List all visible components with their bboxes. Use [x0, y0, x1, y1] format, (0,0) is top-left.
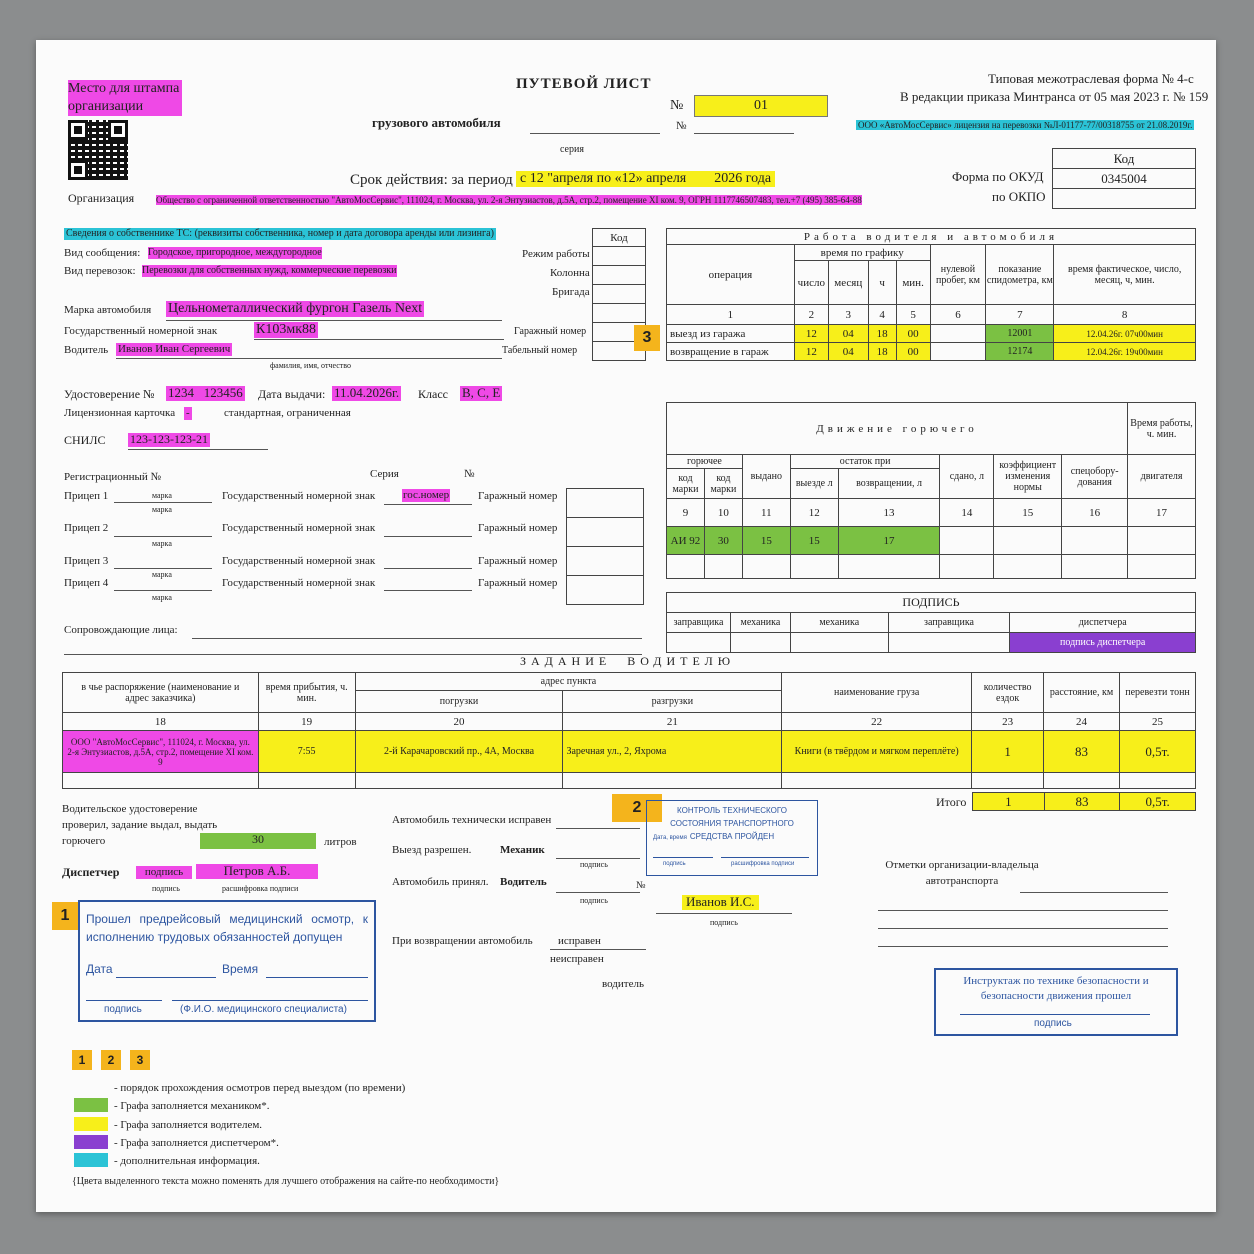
code-header: Код	[1053, 149, 1196, 169]
owner-marks-label: Отметки организации-владельца автотранспорта	[885, 859, 1039, 887]
brand-value[interactable]: Цельнометаллический фургон Газель Next	[168, 301, 423, 316]
col-trips: количество ездок	[972, 673, 1044, 713]
trailer-garage-table	[566, 488, 644, 605]
card-types: стандартная, ограниченная	[224, 407, 351, 419]
owner-marks-line	[878, 946, 1168, 947]
return-notok: неисправен	[550, 953, 604, 965]
snils-label: СНИЛС	[64, 433, 106, 447]
col-num: 10	[704, 499, 742, 527]
table-row	[667, 325, 1196, 343]
brand-label: Марка автомобиля	[64, 304, 152, 316]
total-distance[interactable]: 83	[1044, 793, 1120, 811]
mechanic-label: Механик	[500, 844, 545, 856]
accompanying-line	[192, 638, 642, 639]
form-type: Типовая межотраслевая форма № 4-с	[988, 71, 1194, 86]
total-tons[interactable]: 0,5т.	[1120, 793, 1196, 811]
empty-code[interactable]	[593, 304, 646, 323]
col-num: 18	[63, 713, 259, 731]
cell-min[interactable]: 00	[896, 343, 930, 361]
cert-label: Удостоверение №	[64, 387, 155, 401]
col-hour: ч	[868, 261, 896, 305]
cell-zero[interactable]	[930, 325, 986, 343]
cell-unloading[interactable]: Заречная ул., 2, Яхрома	[563, 731, 782, 773]
dispatcher-signature[interactable]: подпись диспетчера	[1010, 633, 1196, 653]
table-row	[63, 731, 1196, 773]
col-tons: перевезти тонн	[1120, 673, 1196, 713]
table-row	[667, 527, 1196, 555]
col-return: возвращении, л	[838, 469, 940, 499]
legend-swatch-mechanic	[74, 1098, 108, 1112]
col-month: месяц	[828, 261, 868, 305]
total-label: Итого	[936, 795, 967, 809]
dispatcher-label: Диспетчер	[62, 865, 120, 879]
cell-actual[interactable]: 12.04.26г. 07ч00мин	[1054, 325, 1196, 343]
col-num: 25	[1120, 713, 1196, 731]
series-label: серия	[560, 144, 584, 155]
trailer-plate-label: Государственный номерной знак	[222, 522, 376, 534]
trailer-line	[114, 590, 212, 591]
col-num: 12	[790, 499, 838, 527]
table-row	[667, 343, 1196, 361]
safety-text: Инструктаж по технике безопасности и безопасности движения прошел	[963, 975, 1149, 1002]
period-label: Срок действия: за период	[350, 172, 513, 188]
number-sign-3: №	[636, 880, 646, 891]
qr-corner	[68, 160, 88, 180]
work-mode-label: Режим работы	[522, 248, 590, 260]
trailer-plate-line	[384, 568, 472, 569]
col-brand: код марки	[667, 469, 705, 499]
number-sign: №	[670, 98, 684, 113]
marka-hint: марка	[152, 491, 172, 500]
qr-corner	[68, 120, 88, 140]
cell-speedo[interactable]: 12174	[986, 343, 1054, 361]
total-table	[972, 792, 1196, 811]
fuel-table	[666, 402, 1196, 579]
dispatcher-sign[interactable]: подпись	[136, 866, 192, 879]
col-num: 14	[940, 499, 994, 527]
series-line	[530, 133, 660, 134]
card-value[interactable]: -	[186, 407, 190, 419]
transport-license: ООО «АвтоМосСервис» лицензия на перевозки №Л-01177-77/00318755 от 21.08.2019г.	[858, 120, 1193, 130]
fuel-issued-hdr: горючее	[667, 455, 743, 469]
col-schedule: время по графику	[794, 245, 930, 261]
driver-name-line	[656, 913, 792, 914]
col-num: 13	[838, 499, 940, 527]
tech-dt-label: Дата, время	[653, 835, 687, 841]
tech-ok-label: Автомобиль технически исправен	[392, 814, 552, 826]
cell-zero[interactable]	[930, 343, 986, 361]
trailer-garage-label: Гаражный номер	[478, 555, 558, 567]
driver-line-2	[556, 892, 640, 893]
cell-speedo[interactable]: 12001	[986, 325, 1054, 343]
marka-hint: марка	[152, 505, 172, 514]
col-num: 8	[1054, 305, 1196, 325]
col-zero: нулевой пробег, км	[930, 245, 986, 305]
col-num: 2	[794, 305, 828, 325]
trailer-plate-label: Государственный номерной знак	[222, 490, 376, 502]
okud-label: Форма по ОКУД	[952, 169, 1044, 184]
medical-exam-box	[78, 900, 376, 1022]
accompanying-label: Сопровождающие лица:	[64, 624, 178, 636]
trailer-garage-label: Гаражный номер	[478, 490, 558, 502]
col-num: 6	[930, 305, 986, 325]
fuel-issued-value[interactable]: 30	[200, 833, 316, 849]
column-code[interactable]	[593, 266, 646, 285]
cell-actual[interactable]: 12.04.26г. 19ч00мин	[1054, 343, 1196, 361]
col-num: 15	[994, 499, 1062, 527]
check-text: Водительское удостоверение проверил, задание выдал, выдать горючего	[62, 803, 218, 847]
col-engine: двигателя	[1128, 455, 1196, 499]
driver-name-hint: подпись	[710, 918, 738, 927]
tech-decode-label: расшифровка подписи	[731, 861, 795, 867]
marka-hint: марка	[152, 593, 172, 602]
class-label: Класс	[418, 387, 448, 401]
return-ok-line	[550, 949, 646, 950]
tech-sign-line	[653, 857, 713, 858]
trailer-garage-label: Гаражный номер	[478, 522, 558, 534]
cell-month[interactable]: 04	[828, 325, 868, 343]
tech-ok-line	[556, 828, 640, 829]
column-label: Колонна	[550, 267, 590, 279]
step-badge-1: 1	[52, 902, 78, 930]
col-code: код марки	[704, 469, 742, 499]
period-value[interactable]: с 12 "апреля по «12» апреля 2026 года	[516, 171, 775, 187]
transport-type-value[interactable]: Перевозки для собственных нужд, коммерческие перевозки	[142, 265, 397, 276]
marka-hint: марка	[152, 539, 172, 548]
document-subtitle: грузового автомобиля	[372, 115, 501, 130]
plate-label: Государственный номерной знак	[64, 325, 218, 337]
cell-month[interactable]: 04	[828, 343, 868, 361]
driver-sign-hint: подпись	[580, 896, 608, 905]
legend-badge-3: 3	[130, 1050, 150, 1070]
sign-refueller: заправщика	[667, 613, 731, 633]
garage-number-label: Гаражный номер	[514, 326, 587, 337]
legend-driver: - Графа заполняется водителем.	[114, 1119, 263, 1131]
tab-number-label: Табельный номер	[502, 345, 578, 356]
legend-order: - порядок прохождения осмотров перед выездом (по времени)	[114, 1082, 406, 1094]
safety-box	[934, 968, 1178, 1036]
qr-code	[68, 120, 128, 180]
col-num: 24	[1044, 713, 1120, 731]
organization-value[interactable]: Общество с ограниченной ответственностью "АвтоМосСервис", 111024, г. Москва, ул. 2-я Энтузиастов, д.5А, стр.2, помещение XI ком. 9, ОГРН 1117746507483, тел.+7 (495) 385-64-88	[156, 195, 862, 205]
task-title: ЗАДАНИЕ ВОДИТЕЛЮ	[520, 654, 736, 668]
cell-day[interactable]: 12	[794, 325, 828, 343]
date-label: Дата	[86, 962, 113, 976]
col-num: 5	[896, 305, 930, 325]
organization-label: Организация	[68, 191, 135, 205]
cell-hour[interactable]: 18	[868, 343, 896, 361]
vehicle-code-header: Код	[593, 229, 646, 247]
trailer-plate-value[interactable]: гос.номер	[403, 489, 450, 501]
trailer-plate-line	[384, 536, 472, 537]
cell-trips[interactable]: 1	[972, 731, 1044, 773]
transport-type-label: Вид перевозок:	[64, 265, 136, 277]
series-label-2: Серия	[370, 468, 399, 480]
time-label: Время	[222, 962, 259, 976]
driver-label: Водитель	[64, 344, 109, 356]
col-num: 3	[828, 305, 868, 325]
decode-hint: расшифровка подписи	[222, 884, 299, 893]
trailer-plate-label: Государственный номерной знак	[222, 555, 376, 567]
message-type-label: Вид сообщения:	[64, 247, 141, 259]
row-operation: возвращение в гараж	[667, 343, 795, 361]
legend-swatch-dispatcher	[74, 1135, 108, 1149]
plate-line	[254, 339, 504, 340]
col-actual: время фактическое, число, месяц, ч, мин.	[1054, 245, 1196, 305]
trailer-line	[114, 502, 212, 503]
okpo-label: по ОКПО	[992, 189, 1046, 204]
col-cargo: наименование груза	[782, 673, 972, 713]
medical-text: Прошел предрейсовый медицинский осмотр, к исполнению трудовых обязанностей допущен	[86, 912, 368, 944]
col-coef: коэффициент изменения нормы	[994, 455, 1062, 499]
okud-value: 0345004	[1053, 169, 1196, 189]
document-title: ПУТЕВОЙ ЛИСТ	[516, 76, 652, 92]
accepted-label: Автомобиль принял.	[392, 876, 489, 888]
sign-title: ПОДПИСЬ	[667, 593, 1196, 613]
col-out: выезде л	[790, 469, 838, 499]
cell-out[interactable]: 15	[790, 527, 838, 555]
step-badge-2: 2	[612, 794, 662, 822]
trailer-line	[114, 568, 212, 569]
dispatcher-name[interactable]: Петров А.Б.	[196, 864, 318, 879]
col-num: 21	[563, 713, 782, 731]
trailer-line	[114, 536, 212, 537]
sign-mechanic-2: механика	[790, 613, 888, 633]
return-driver: водитель	[602, 978, 644, 990]
col-arrival: время прибытия, ч. мин.	[258, 673, 355, 713]
snils-value[interactable]: 123-123-123-21	[130, 432, 208, 446]
no-label: №	[464, 468, 475, 480]
cell-spec[interactable]	[1062, 527, 1128, 555]
legend-badge-2: 2	[101, 1050, 121, 1070]
owner-info[interactable]: Сведения о собственнике ТС: (реквизиты собственника, номер и дата договора аренды или лизинга)	[66, 228, 494, 239]
time-line	[266, 977, 368, 978]
legend-badge-1: 1	[72, 1050, 92, 1070]
legend-dispatcher: - Графа заполняется диспетчером*.	[114, 1137, 279, 1149]
sign-mechanic: механика	[730, 613, 790, 633]
col-num: 4	[868, 305, 896, 325]
cell-min[interactable]: 00	[896, 325, 930, 343]
legend-swatch-info	[74, 1153, 108, 1167]
plate-value[interactable]: К103мк88	[256, 322, 316, 337]
col-operation: операция	[667, 245, 795, 305]
safety-sign-line	[960, 1014, 1150, 1015]
col-rest: остаток при	[790, 455, 940, 469]
cell-tons[interactable]: 0,5т.	[1120, 731, 1196, 773]
tech-decode-line	[721, 857, 809, 858]
trailer-plate-line	[384, 590, 472, 591]
col-num: 9	[667, 499, 705, 527]
snils-line	[128, 449, 268, 450]
legend-swatch-driver	[74, 1117, 108, 1131]
cert-value[interactable]: 1234 123456	[168, 385, 243, 400]
cell-handed[interactable]	[940, 527, 994, 555]
cell-engine[interactable]	[1128, 527, 1196, 555]
cell-cargo[interactable]: Книги (в твёрдом и мягком переплёте)	[782, 731, 972, 773]
issue-label: Дата выдачи:	[258, 387, 326, 401]
trailer-garage-label: Гаражный номер	[478, 577, 558, 589]
col-day: число	[794, 261, 828, 305]
trailer-garage-cell[interactable]	[567, 547, 644, 576]
col-min: мин.	[896, 261, 930, 305]
exit-ok-label: Выезд разрешен.	[392, 844, 472, 856]
reg-label: Регистрационный №	[64, 471, 162, 483]
brigade-label: Бригада	[552, 286, 590, 298]
col-unloading: разгрузки	[563, 691, 782, 713]
tech-sign-label: подпись	[663, 861, 686, 867]
total-trips[interactable]: 1	[973, 793, 1045, 811]
worktime-title: Время работы, ч. мин.	[1128, 403, 1196, 455]
driver-line	[116, 358, 502, 359]
work-table	[666, 228, 1196, 361]
cell-brand[interactable]: АИ 92	[667, 527, 705, 555]
trailer-3-label: Прицеп 3	[64, 555, 109, 567]
col-num: 20	[355, 713, 563, 731]
legend-info: - дополнительная информация.	[114, 1155, 260, 1167]
step-badge-3: 3	[634, 325, 660, 351]
trailer-4-label: Прицеп 4	[64, 577, 109, 589]
task-table	[62, 672, 1196, 789]
trailer-1-label: Прицеп 1	[64, 490, 109, 502]
col-num: 1	[667, 305, 795, 325]
cell-customer[interactable]: ООО "АвтоМосСервис", 111024, г. Москва, ул. 2-я Энтузиастов, д.5А, стр.2, помещение XI ком. 9	[63, 731, 259, 773]
col-customer: в чье распоряжение (наименование и адрес заказчика)	[63, 673, 259, 713]
col-num: 17	[1128, 499, 1196, 527]
trailer-plate-label: Государственный номерной знак	[222, 577, 376, 589]
date-line	[116, 977, 216, 978]
number-sign-2: №	[676, 120, 687, 132]
col-num: 16	[1062, 499, 1128, 527]
issue-value[interactable]: 11.04.2026г.	[334, 385, 400, 400]
qr-corner	[108, 120, 128, 140]
trailer-garage-cell[interactable]	[567, 518, 644, 547]
col-distance: расстояние, км	[1044, 673, 1120, 713]
col-handed: сдано, л	[940, 455, 994, 499]
litres-label: литров	[324, 836, 357, 848]
cell-given[interactable]: 15	[742, 527, 790, 555]
col-num: 22	[782, 713, 972, 731]
brand-line	[166, 320, 502, 321]
sign-hint: подпись	[152, 884, 180, 893]
sign-refueller-2: заправщика	[888, 613, 1010, 633]
cell-return[interactable]: 17	[838, 527, 940, 555]
sign-table	[666, 592, 1196, 653]
col-num: 19	[258, 713, 355, 731]
owner-marks-line	[878, 928, 1168, 929]
trailer-2-label: Прицеп 2	[64, 522, 109, 534]
tech-control-box	[646, 800, 818, 876]
cell-day[interactable]: 12	[794, 343, 828, 361]
driver-label-2: Водитель	[500, 876, 547, 888]
trailer-garage-cell[interactable]	[567, 489, 644, 518]
mechanic-line	[556, 858, 640, 859]
code-table	[1052, 148, 1196, 209]
class-value[interactable]: В, С, Е	[462, 385, 501, 400]
number-line	[694, 133, 794, 134]
waybill-number[interactable]: 01	[694, 95, 828, 117]
cell-loading[interactable]: 2-й Карачаровский пр., 4А, Москва	[355, 731, 563, 773]
legend-mechanic: - Графа заполняется механиком*.	[114, 1100, 270, 1112]
med-fio-label: (Ф.И.О. медицинского специалиста)	[180, 1004, 347, 1015]
waybill-sheet	[36, 40, 1216, 1212]
col-spec: спецобору-дования	[1062, 455, 1128, 499]
fio-hint: фамилия, имя, отчество	[270, 361, 351, 370]
tech-control-text: КОНТРОЛЬ ТЕХНИЧЕСКОГО СОСТОЯНИЯ ТРАНСПОРТНОГО СРЕДСТВА ПРОЙДЕН	[670, 806, 794, 841]
sign-dispatcher: диспетчера	[1010, 613, 1196, 633]
return-ok: исправен	[558, 935, 601, 947]
return-label: При возвращении автомобиль	[392, 935, 533, 947]
cell-code[interactable]: 30	[704, 527, 742, 555]
cell-hour[interactable]: 18	[868, 325, 896, 343]
owner-marks-line	[1020, 892, 1168, 893]
med-fio-line	[172, 1000, 368, 1001]
row-operation: выезд из гаража	[667, 325, 795, 343]
card-label: Лицензионная карточка	[64, 407, 176, 419]
col-speedo: показание спидометра, км	[986, 245, 1054, 305]
okpo-value[interactable]	[1053, 189, 1196, 209]
safety-sign-label: подпись	[1034, 1018, 1072, 1029]
col-given: выдано	[742, 455, 790, 499]
driver-accepted-name[interactable]: Иванов И.С.	[682, 895, 759, 910]
mode-code[interactable]	[593, 247, 646, 266]
med-sign-label: подпись	[104, 1004, 142, 1015]
col-loading: погрузки	[355, 691, 563, 713]
fuel-title: Движение горючего	[667, 403, 1128, 455]
col-num: 23	[972, 713, 1044, 731]
cell-arrival[interactable]: 7:55	[258, 731, 355, 773]
cell-distance[interactable]: 83	[1044, 731, 1120, 773]
brigade-code[interactable]	[593, 285, 646, 304]
col-num: 7	[986, 305, 1054, 325]
trailer-garage-cell[interactable]	[567, 576, 644, 605]
mechanic-sign-hint: подпись	[580, 860, 608, 869]
trailer-plate-line	[384, 504, 472, 505]
message-type-value[interactable]: Городское, пригородное, междугородное	[148, 247, 322, 258]
driver-value[interactable]: Иванов Иван Сергеевич	[118, 343, 231, 355]
stamp-placeholder: Место для штампа организации	[68, 80, 182, 116]
col-num: 11	[742, 499, 790, 527]
col-address: адрес пункта	[355, 673, 782, 691]
marka-hint: марка	[152, 570, 172, 579]
med-sign-line	[86, 1000, 162, 1001]
work-title: Работа водителя и автомобиля	[667, 229, 1196, 245]
cell-coef[interactable]	[994, 527, 1062, 555]
legend-note: {Цвета выделенного текста можно поменять для лучшего отображения на сайте-по необходимости}	[72, 1176, 500, 1187]
owner-marks-line	[878, 910, 1168, 911]
form-edition: В редакции приказа Минтранса от 05 мая 2023 г. № 159	[900, 89, 1209, 104]
